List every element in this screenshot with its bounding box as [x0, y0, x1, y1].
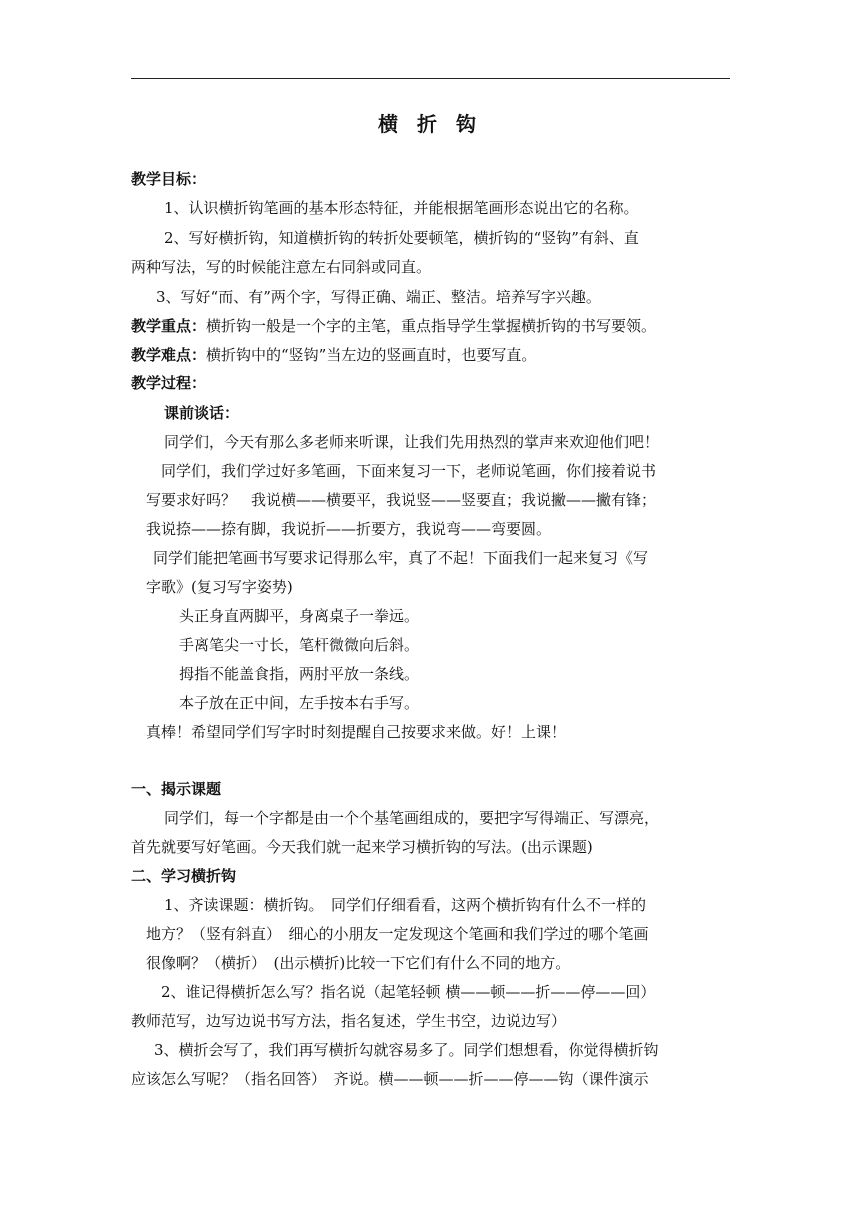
pre-talk-4: 真棒！希望同学们写字时时刻提醒自己按要求来做。好！上课！ — [146, 723, 567, 741]
key-point-heading: 教学重点： — [131, 317, 207, 335]
section-1-heading: 一、揭示课题 — [131, 780, 222, 798]
poem-line-4: 本子放在正中间，左手按本右手写。 — [179, 694, 420, 712]
step-2-line-1: 2、谁记得横折怎么写？指名说（起笔轻顿 横——顿——折——停——回） — [161, 983, 656, 1001]
step-3-line-1: 3、横折会写了，我们再写横折勾就容易多了。同学们想想看，你觉得横折钩 — [154, 1041, 659, 1059]
pre-talk-3-line-1: 同学们能把笔画书写要求记得那么牢，真了不起！下面我们一起来复习《写 — [153, 549, 649, 567]
step-1-line-3: 很像啊？（横折） (出示横折)比较一下它们有什么不同的地方。 — [146, 954, 571, 972]
difficulty-line — [131, 345, 536, 365]
goal-1: 1、认识横折钩笔画的基本形态特征，并能根据笔画形态说出它的名称。 — [164, 199, 639, 217]
step-3-line-2: 应该怎么写呢？（指名回答） 齐说。横——顿——折——停——钩（课件演示 — [131, 1070, 649, 1088]
step-1-line-1: 1、齐读课题：横折钩。 同学们仔细看看，这两个横折钩有什么不一样的 — [164, 896, 647, 914]
page-title: 横 折 钩 — [378, 112, 482, 136]
poem-line-1: 头正身直两脚平，身离桌子一拳远。 — [179, 607, 420, 625]
difficulty-heading: 教学难点： — [131, 346, 207, 364]
step-2-line-2: 教师范写，边写边说书写方法，指名复述，学生书空，边说边写） — [131, 1012, 567, 1030]
pre-talk-2-line-2: 写要求好吗？ 我说横——横要平，我说竖——竖要直；我说撇——撇有锋； — [146, 491, 657, 509]
process-heading: 教学过程： — [131, 374, 207, 392]
step-1-line-2: 地方？（竖有斜直） 细心的小朋友一定发现这个笔画和我们学过的哪个笔画 — [146, 925, 649, 943]
pre-talk-2-line-1: 同学们，我们学过好多笔画，下面来复习一下，老师说笔画，你们接着说书 — [161, 462, 657, 480]
difficulty-text: 横折钩中的“竖钩”当左边的竖画直时，也要写直。 — [206, 346, 537, 364]
goal-3: 3、写好“而、有”两个字，写得正确、端正、整洁。培养写字兴趣。 — [156, 288, 601, 306]
key-point-text: 横折钩一般是一个字的主笔，重点指导学生掌握横折钩的书写要领。 — [206, 317, 657, 335]
section-1-line-1: 同学们，每一个字都是由一个个基笔画组成的，要把字写得端正、写漂亮， — [164, 809, 660, 827]
key-point-line — [131, 316, 656, 336]
pre-talk-heading: 课前谈话： — [164, 404, 240, 422]
pre-talk-2-line-3: 我说捺——捺有脚，我说折——折要方，我说弯——弯要圆。 — [146, 520, 552, 538]
poem-line-2: 手离笔尖一寸长，笔杆微微向后斜。 — [179, 636, 420, 654]
section-2-heading: 二、学习横折钩 — [131, 867, 237, 885]
section-1-line-2: 首先就要写好笔画。今天我们就一起来学习横折钩的写法。(出示课题) — [131, 838, 593, 856]
pre-talk-3-line-2: 字歌》(复习写字姿势) — [146, 578, 293, 596]
poem-line-3: 拇指不能盖食指，两肘平放一条线。 — [179, 665, 420, 683]
pre-talk-1: 同学们，今天有那么多老师来听课，让我们先用热烈的掌声来欢迎他们吧！ — [164, 433, 660, 451]
goal-2-line-2: 两种写法，写的时候能注意左右同斜或同直。 — [131, 258, 432, 276]
goals-heading: 教学目标： — [131, 170, 207, 188]
header-rule — [131, 78, 730, 79]
goal-2-line-1: 2、写好横折钩，知道横折钩的转折处要顿笔，横折钩的“竖钩”有斜、直 — [164, 229, 639, 247]
